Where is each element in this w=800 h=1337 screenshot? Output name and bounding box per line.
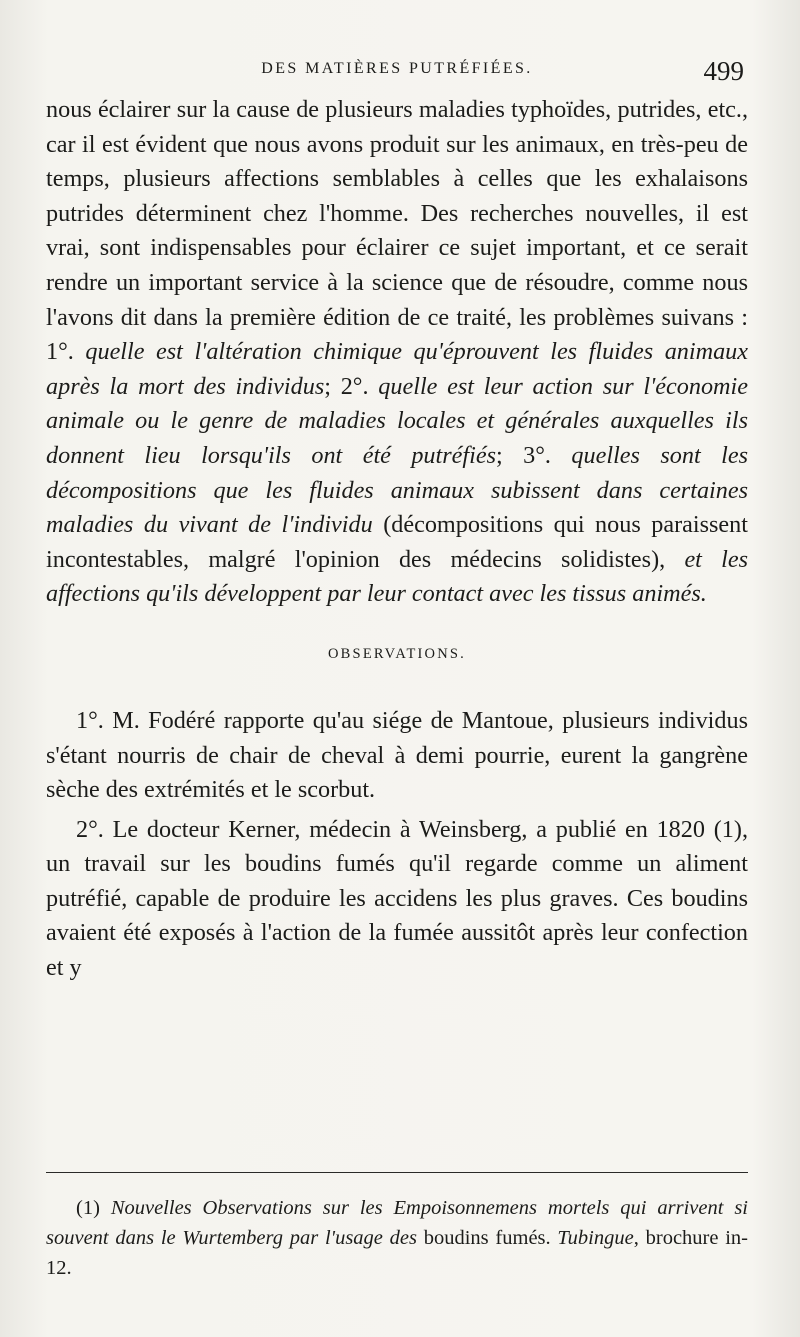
running-head [46,56,748,90]
separator-one: ; 2°. [324,372,379,400]
observation-1: 1°. M. Fodéré rapporte qu'au siége de Mantoue, plusieurs individus s'étant nourris de chair de cheval à demi pourrie, eurent la gangrène sèche des extrémités et le scorbut. [46,706,748,804]
running-head-title: DES MATIÈRES PUTRÉFIÉES. [261,60,533,77]
footnote-rule [46,1172,748,1173]
question-one: quelle est l'altération chimique qu'éprouvent les fluides animaux après la mort des individus [46,338,748,400]
body-text [46,93,748,986]
footnote [46,1193,748,1283]
observation-2: 2°. Le docteur Kerner, médecin à Weinsberg, a publié en 1820 (1), un travail sur les boudins fumés qu'il regarde comme un aliment putréfié, capable de produire les accidens les plus graves. Ces boudins avaient été exposés à l'action de la fumée aussitôt après leur confection et y [46,815,748,982]
footnote-title-rest: boudins fumés. [416,1227,558,1249]
footnote-tail: , brochure in-12. [46,1227,748,1279]
footnote-place: Tubingue [557,1227,634,1249]
parenthetical-remark: (décompositions qui nous paraissent incontestables, malgré l'opinion des médecins solidistes), [46,511,748,573]
question-three: quelles sont les décompositions que les fluides animaux subissent dans certaines maladies du vivant de l'individu [46,441,749,539]
footnote-marker: (1) [76,1197,111,1219]
section-heading: OBSERVATIONS. [328,645,466,662]
separator-two: ; 3°. [496,441,572,469]
continued-paragraph [46,93,748,612]
paragraph-intro: nous éclairer sur la cause de plusieurs maladies typhoïdes, putrides, etc., car il est évident que nous avons produit sur les animaux, en très-peu de temps, plusieurs affections semblables à celles que les exhalaisons putrides déterminent chez l'homme. Des recherches nouvelles, il est vrai, sont indispensables pour éclairer ce sujet important, et ce serait rendre un important service à la science que de résoudre, comme nous l'avons dit dans la première édition de ce traité, les problèmes suivans : 1°. [46,96,748,366]
question-two: quelle est leur action sur l'économie animale ou le genre de maladies locales et générales auxquelles ils donnent lieu lorsqu'ils ont été putréfiés [46,372,748,469]
page-number: 499 [703,56,744,86]
footnote-title: Nouvelles Observations sur les Empoisonnemens mortels qui arrivent si souvent dans le Wurtemberg par l'usage des [46,1197,749,1249]
question-four: et les affections qu'ils développent par leur contact avec les tissus animés. [46,545,749,608]
